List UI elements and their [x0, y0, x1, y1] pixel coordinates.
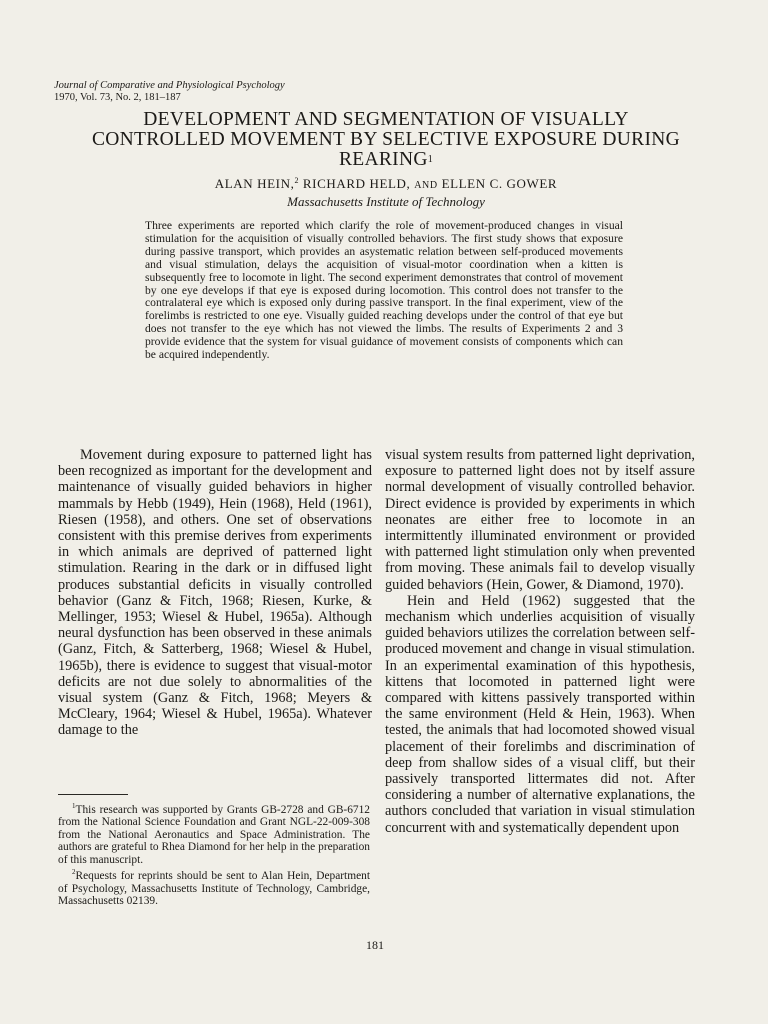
title-footnote-mark: 1	[427, 154, 434, 165]
title-text: DEVELOPMENT AND SEGMENTATION OF VISUALLY CONTROLLED MOVEMENT BY SELECTIVE EXPOSURE DURING REARING	[91, 109, 680, 170]
abstract: Three experiments are reported which clarify the role of movement-produced changes in visual stimulation for the acquisition of visually controlled behaviors. The first study shows that exposure during passive transport, which provides an asystematic relation between self-produced movements and visual stimulation, delays the acquisition of visual-motor coordination when a kitten is subsequently free to locomote in light. The second experiment demonstrates that control of movement by one eye develops if that eye is exposed during locomotion. This control does not transfer to the contralateral eye which is exposed only during passive transport. In the final experiment, view of the forelimbs is restricted to one eye. Visually guided reaching develops under the control of that eye but does not transfer to the eye which has not viewed the limbs. The results of Experiments 2 and 3 provide evidence that the system for visual guidance of movement consists of components which can be acquired independently.	[145, 219, 623, 362]
footnote-divider	[58, 794, 128, 795]
author-held: RICHARD HELD,	[302, 176, 411, 191]
author-footnote-mark: 2	[294, 176, 300, 185]
footnote-2-text: Requests for reprints should be sent to Alan Hein, Department of Psychology, Massachusetts Institute of Technology, Cambridge, Massachusetts 02139.	[58, 870, 370, 908]
footnotes	[58, 800, 370, 908]
journal-name: Journal of Comparative and Physiological Psychology	[54, 80, 285, 91]
body-paragraph: visual system results from patterned light deprivation, exposure to patterned light does not by itself assure normal development of visually controlled behavior. Direct evidence is provided by experiments in which neonates are either free to locomote in an intermittently illuminated environment or provided with patterned light stimulation only when prevented from moving. These animals fail to develop visually guided behaviors (Hein, Gower, & Diamond, 1970).	[385, 447, 695, 593]
body-paragraph: Movement during exposure to patterned light has been recognized as important for the development and maintenance of visually guided behaviors in higher mammals by Hebb (1949), Hein (1968), Held (1961), Riesen (1958), and others. One set of observations consistent with this premise derives from experiments in which animals are deprived of patterned light stimulation. Rearing in the dark or in diffused light produces substantial deficits in visually controlled behavior (Ganz & Fitch, 1968; Riesen, Kurke, & Mellinger, 1953; Wiesel & Hubel, 1965a). Although neural dysfunction has been observed in these animals (Ganz, Fitch, & Satterberg, 1968; Wiesel & Hubel, 1965b), there is evidence to suggest that visual-motor deficits are not due solely to abnormalities of the visual system (Ganz & Fitch, 1968; Meyers & McCleary, 1964; Wiesel & Hubel, 1965a). Whatever damage to the	[58, 447, 372, 739]
author-and: AND	[414, 180, 438, 191]
footnote-1-mark: 1	[72, 802, 76, 810]
page-number: 181	[366, 938, 384, 952]
affiliation: Massachusetts Institute of Technology	[287, 194, 485, 209]
article-title	[80, 110, 692, 170]
author-list	[80, 176, 692, 192]
body-column-right	[385, 447, 695, 836]
body-paragraph: Hein and Held (1962) suggested that the mechanism which underlies acquisition of visually guided behaviors utilizes the correlation between self-produced movement and change in visual stimulation. In an experimental examination of this hypothesis, kittens that locomoted in patterned light were compared with kittens passively transported within the same environment (Held & Hein, 1963). When tested, the animals that had locomoted showed visual placement of their forelimbs and discrimination of deep from shallow sides of a visual cliff, but their passively transported littermates did not. After considering a number of alternative explanations, the authors concluded that variation in visual stimulation concurrent with and systematically dependent upon	[385, 592, 695, 836]
author-hein: ALAN HEIN,	[214, 176, 295, 191]
footnote-1	[58, 800, 370, 866]
body-column-left	[58, 447, 372, 739]
footnote-2-mark: 2	[72, 868, 76, 877]
footnote-1-text: This research was supported by Grants GB-2728 and GB-6712 from the National Science Foundation and Grant NGL-22-009-308 from the National Aeronautics and Space Administration. The authors are grateful to Rhea Diamond for her help in the preparation of this manuscript.	[58, 803, 370, 866]
author-gower: ELLEN C. GOWER	[441, 176, 558, 191]
journal-header	[54, 80, 285, 104]
journal-volume: 1970, Vol. 73, No. 2, 181–187	[54, 92, 181, 103]
footnote-2	[58, 866, 370, 907]
